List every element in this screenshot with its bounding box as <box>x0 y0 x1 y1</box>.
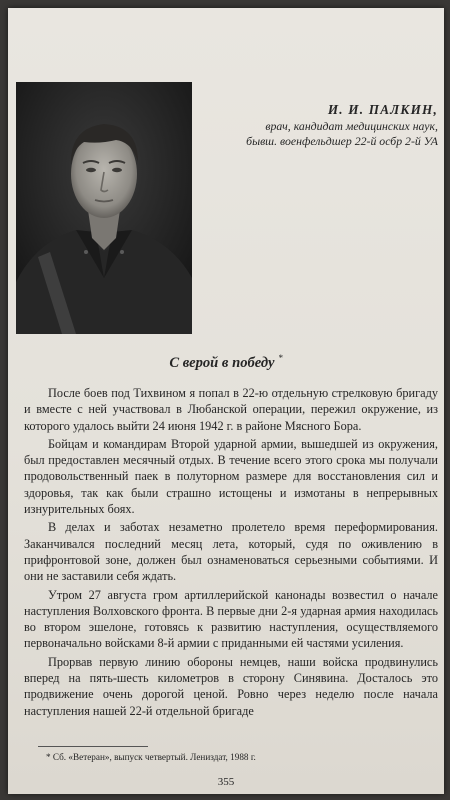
book-page <box>8 8 444 794</box>
footnote-marker: * <box>278 353 283 363</box>
author-portrait-photo <box>16 82 192 334</box>
author-military-role: бывш. военфельдшер 22-й осбр 2-й УА <box>246 134 438 148</box>
paragraph: После боев под Тихвином я попал в 22-ю отдельную стрелковую бригаду и вместе с ней участвовал в Любанской операции, пережил окружение, из которого удалось выйти 24 июня 1942 г. в районе Мясного Бора. <box>24 386 438 433</box>
author-info <box>198 102 438 149</box>
author-credentials: врач, кандидат медицинских наук, <box>265 119 438 133</box>
article-title <box>8 353 444 372</box>
paragraph: Прорвав первую линию обороны немцев, наши войска продвинулись вперед на пять-шесть километров в сторону Синявина. Досталось это продвижение очень дорогой ценой. Ровно через неделю после начала наступления нашей 22-й отдельной бригаде <box>24 654 438 718</box>
paragraph: Бойцам и командирам Второй ударной армии, вышедшей из окружения, был предоставлен месячный отдых. В течение всего этого срока мы получали продовольственный паек в полуторном размере для восстановления сил и здоровья, так как были страшно истощены и измотаны в непрерывных изнурительных боях. <box>24 436 438 517</box>
paragraph: В делах и заботах незаметно пролетело время переформирования. Заканчивался последний месяц лета, который, судя по оживлению в прифронтовой зоне, должен был ознаменоваться серьезными событиями. И они не заставили себя ждать. <box>24 520 438 584</box>
article-body <box>24 385 438 721</box>
portrait-image <box>16 82 192 334</box>
paragraph: Утром 27 августа гром артиллерийской канонады возвестил о начале наступления Волховского фронта. В первые дни 2-я ударная армия находилась во втором эшелоне, готовясь к развитию наступления, осуществляемого первоначально войсками 8-й армии с приданными ей частями усиления. <box>24 587 438 651</box>
page-number: 355 <box>217 776 235 788</box>
footnote: * Сб. «Ветеран», выпуск четвертый. Лениздат, 1988 г. <box>46 752 256 762</box>
footnote-divider <box>38 746 148 747</box>
article-title-text: С верой в победу <box>169 354 275 371</box>
author-name: И. И. ПАЛКИН, <box>327 102 438 117</box>
